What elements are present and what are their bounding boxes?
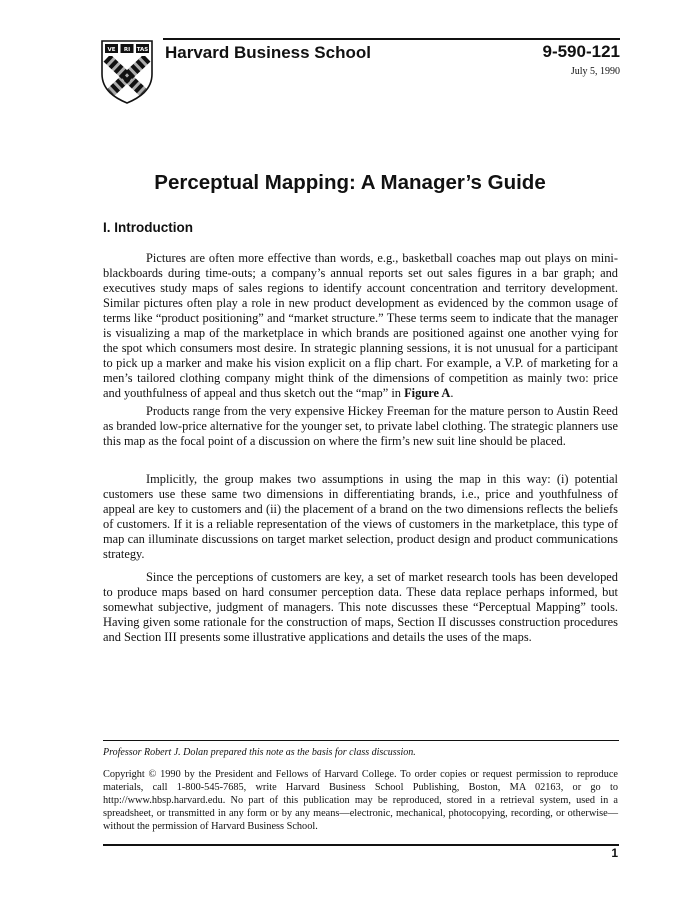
- document-title: Perceptual Mapping: A Manager’s Guide: [154, 171, 546, 194]
- footer-rule: [103, 740, 619, 741]
- author-note: Professor Robert J. Dolan prepared this note as the basis for class discussion.: [103, 747, 416, 758]
- paragraph-1: [103, 251, 618, 401]
- paragraph-4: Since the perceptions of customers are key, a set of market research tools has been developed to produce maps based on hard consumer perception data. These data replace perhaps informed, but somewhat subjective, judgment of managers. This note discusses these “Perceptual Mapping” tools. Having given some rationale for the construction of maps, Section II discusses construction procedures and Section III presents some illustrative applications and details the uses of the maps.: [103, 570, 618, 644]
- section-heading: I. Introduction: [103, 220, 193, 235]
- copyright-notice: Copyright © 1990 by the President and Fellows of Harvard College. To order copies or request permission to reproduce materials, call 1-800-545-7685, write Harvard Business School Publishing, Boston, MA 02163, or go to http://www.hbsp.harvard.edu. No part of this publication may be reproduced, stored in a retrieval system, used in a spreadsheet, or transmitted in any form or by any means—electronic, mechanical, photocopying, recording, or otherwise—without the permission of Harvard Business School.: [103, 769, 618, 832]
- svg-text:RI: RI: [123, 47, 131, 53]
- document-number: 9-590-121: [542, 42, 620, 61]
- footer-bottom-rule: [103, 844, 619, 846]
- paragraph-2: Products range from the very expensive Hickey Freeman for the mature person to Austin Reed as branded low-price alternative for the younger set, to private label clothing. The strategic planners use this map as the focal point of a discussion on where the firm’s new suit line should be placed.: [103, 404, 618, 448]
- header-rule: [163, 38, 620, 40]
- paragraph-3: Implicitly, the group makes two assumptions in using the map in this way: (i) potential customers use these same two dimensions in differentiating brands, i.e., price and youthfulness of appeal are key to customers and (ii) the placement of a brand on the two dimensions reflects the beliefs of customers. If it is a reliable representation of the views of customers in the marketplace, this type of map can illuminate discussions on target market selection, product design and product communications strategy.: [103, 472, 618, 561]
- paragraph-1-end: .: [450, 386, 454, 400]
- svg-text:TAS: TAS: [136, 47, 149, 53]
- svg-text:VE: VE: [107, 47, 116, 53]
- school-name: Harvard Business School: [165, 43, 371, 62]
- figure-a-reference: Figure A: [404, 386, 451, 400]
- harvard-shield-logo: [101, 40, 153, 104]
- document-date: July 5, 1990: [570, 66, 620, 77]
- paragraph-1-text: Pictures are often more effective than words, e.g., basketball coaches map out plays on mini-blackboards during time-outs; a company’s annual reports set out sales figures in a bar graph; and executives study maps of sales regions to identify account concentration and territory development. Similar pictures often play a role in new product development as evidenced by the common usage of terms like “product positioning” and “market structure.” These terms seem to indicate that the manager is visualizing a map of the marketplace in which brands are positioned against one another vying for the spot which consumers most desire. In strategic planning sessions, it is not unusual for a participant to pick up a marker and make his vision explicit on a flip chart. For example, a V.P. of marketing for a men’s tailored clothing company might think of the dimensions of competition as mainly two: price and youthfulness of appeal and thus sketch out the “map” in: [103, 251, 618, 400]
- page-number: 1: [611, 846, 618, 860]
